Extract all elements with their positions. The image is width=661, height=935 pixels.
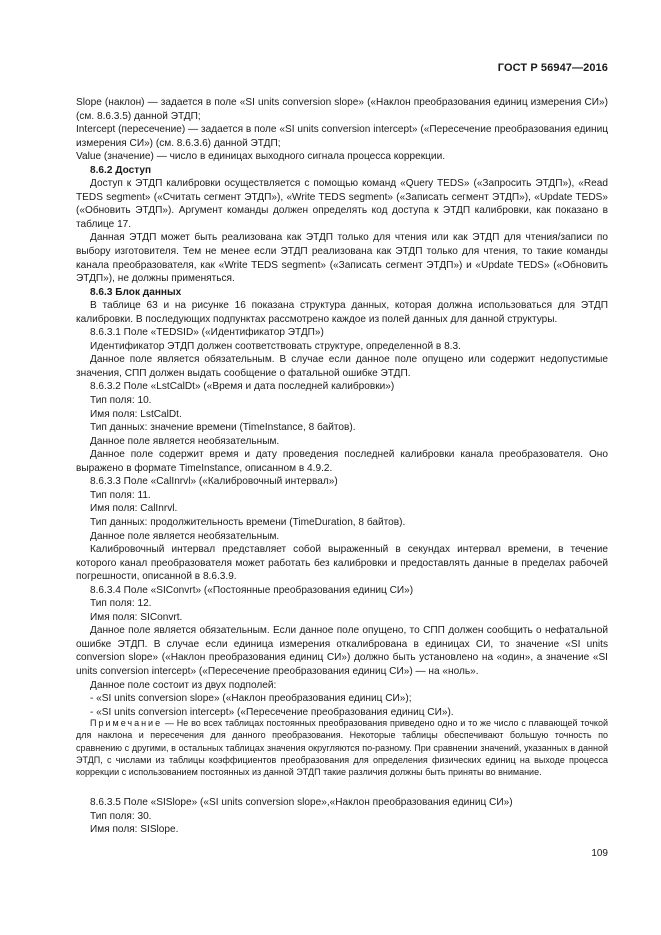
field-line: Данное поле является необязательным. bbox=[90, 530, 280, 542]
document-header: ГОСТ Р 56947—2016 bbox=[497, 62, 608, 74]
field-line: Имя поля: CalInrvl. bbox=[90, 503, 178, 515]
list-item: - «SI units conversion slope» («Наклон преобразования единиц СИ»); bbox=[90, 693, 412, 705]
subsection-heading: 8.6.3.5 Поле «SISlope» («SI units conversion slope»,«Наклон преобразования единиц СИ») bbox=[90, 797, 513, 808]
field-line: Тип данных: продолжительность времени (TimeDuration, 8 байтов). bbox=[90, 516, 406, 528]
field-line: Имя поля: LstCalDt. bbox=[90, 408, 182, 420]
note bbox=[76, 717, 608, 778]
field-line: Тип данных: значение времени (TimeInstance, 8 байтов). bbox=[90, 422, 356, 434]
page-number: 109 bbox=[591, 848, 608, 859]
field-line: Тип поля: 11. bbox=[90, 489, 151, 501]
paragraph: Данное поле является обязательным. Если данное поле опущено, то СПП должен сообщить о нефатальной ошибке ЭТДП. В случае если единица измерения откалибрована в единицах СИ, то значение «SI units conversion slope» («Наклон преобразования единиц СИ») должно быть установлено на «один», а значение «SI units conversion intercept» («Пересечение преобразования единиц СИ») — на «ноль». bbox=[76, 625, 608, 677]
paragraph: Данное поле состоит из двух подполей: bbox=[90, 679, 277, 691]
paragraph: В таблице 63 и на рисунке 16 показана структура данных, которая должна использоваться для ЭТДП калибровки. В последующих подпунктах рассмотрено каждое из полей данных для данной структуры. bbox=[76, 300, 608, 325]
paragraph: Данное поле содержит время и дату проведения последней калибровки канала преобразователя. Оно выражено в формате TimeInstance, описанном в 4.9.2. bbox=[76, 449, 608, 474]
field-line: Данное поле является необязательным. bbox=[90, 435, 280, 447]
paragraph: Калибровочный интервал представляет собой выраженный в секундах интервал времени, в течение которого канал преобразователя может работать без калибровки и предоставлять данные в пределах рабочей погрешности, описанной в 8.6.3.9. bbox=[76, 544, 608, 583]
field-line: Имя поля: SIConvrt. bbox=[90, 611, 183, 623]
document-body-continued bbox=[76, 796, 608, 837]
note-text: — Не во всех таблицах постоянных преобразования приведено одно и то же число с плавающей точкой для наклона и пересечения для данного преобразования. Некоторые таблицы обеспечивают большую точность по сравнению с другими, в остальных таблицах значения округляются по-разному. При сравнении значений, указанных в данной ЭТДП, с числами из таблицы коэффициентов преобразования для определения физических единиц на выходе процесса коррекции с использованием постоянных из данной ЭТДП такие различия должны быть приняты во внимание. bbox=[76, 718, 608, 778]
field-line: Тип поля: 30. bbox=[90, 810, 152, 822]
section-heading: 8.6.3 Блок данных bbox=[90, 286, 182, 298]
paragraph: Slope (наклон) — задается в поле «SI units conversion slope» («Наклон преобразования единиц измерения СИ») (см. 8.6.3.5) данной ЭТДП; bbox=[76, 97, 608, 122]
paragraph: Данное поле является обязательным. В случае если данное поле опущено или содержит недопустимые значения, СПП должен выдать сообщение о фатальной ошибке ЭТДП. bbox=[76, 354, 608, 379]
paragraph: Доступ к ЭТДП калибровки осуществляется с помощью команд «Query TEDS» («Запросить ЭТДП»), «Read TEDS segment» («Считать сегмент ЭТДП»), «Write TEDS segment» («Записать сегмент ЭТДП»), «Update TEDS» («Обновить ЭТДП»). Аргумент команды должен определять код доступа к ЭТДП калибровки, как показано в таблице 17. bbox=[76, 178, 608, 230]
subsection-heading: 8.6.3.1 Поле «TEDSID» («Идентификатор ЭТДП») bbox=[90, 327, 324, 339]
section-heading: 8.6.2 Доступ bbox=[90, 164, 152, 176]
field-line: Имя поля: SISlope. bbox=[90, 824, 179, 836]
document-body bbox=[76, 96, 608, 719]
paragraph: Intercept (пересечение) — задается в поле «SI units conversion intercept» («Пересечение преобразования единиц измерения СИ») (см. 8.6.3.6) данной ЭТДП; bbox=[76, 124, 608, 149]
subsection-heading: 8.6.3.4 Поле «SIConvrt» («Постоянные преобразования единиц СИ») bbox=[90, 584, 414, 596]
subsection-heading: 8.6.3.2 Поле «LstCalDt» («Время и дата последней калибровки») bbox=[90, 381, 395, 393]
field-line: Тип поля: 10. bbox=[90, 395, 152, 407]
paragraph: Value (значение) — число в единицах выходного сигнала процесса коррекции. bbox=[76, 151, 446, 163]
list-item: - «SI units conversion intercept» («Пересечение преобразования единиц СИ»). bbox=[90, 706, 454, 718]
note-label: Примечание bbox=[90, 718, 163, 728]
field-line: Тип поля: 12. bbox=[90, 598, 152, 610]
subsection-heading: 8.6.3.3 Поле «CalInrvl» («Калибровочный интервал») bbox=[90, 476, 338, 488]
paragraph: Данная ЭТДП может быть реализована как ЭТДП только для чтения или как ЭТДП для чтения/записи по выбору изготовителя. Тем не менее если ЭТДП реализована как ЭТДП только для чтения, то такие команды канала преобразователя, как «Write TEDS segment» («Записать сегмент ЭТДП») и «Update TEDS» («Обновить ЭТДП»), не должны применяться. bbox=[76, 232, 608, 285]
paragraph: Идентификатор ЭТДП должен соответствовать структуре, определенной в 8.3. bbox=[90, 340, 461, 352]
